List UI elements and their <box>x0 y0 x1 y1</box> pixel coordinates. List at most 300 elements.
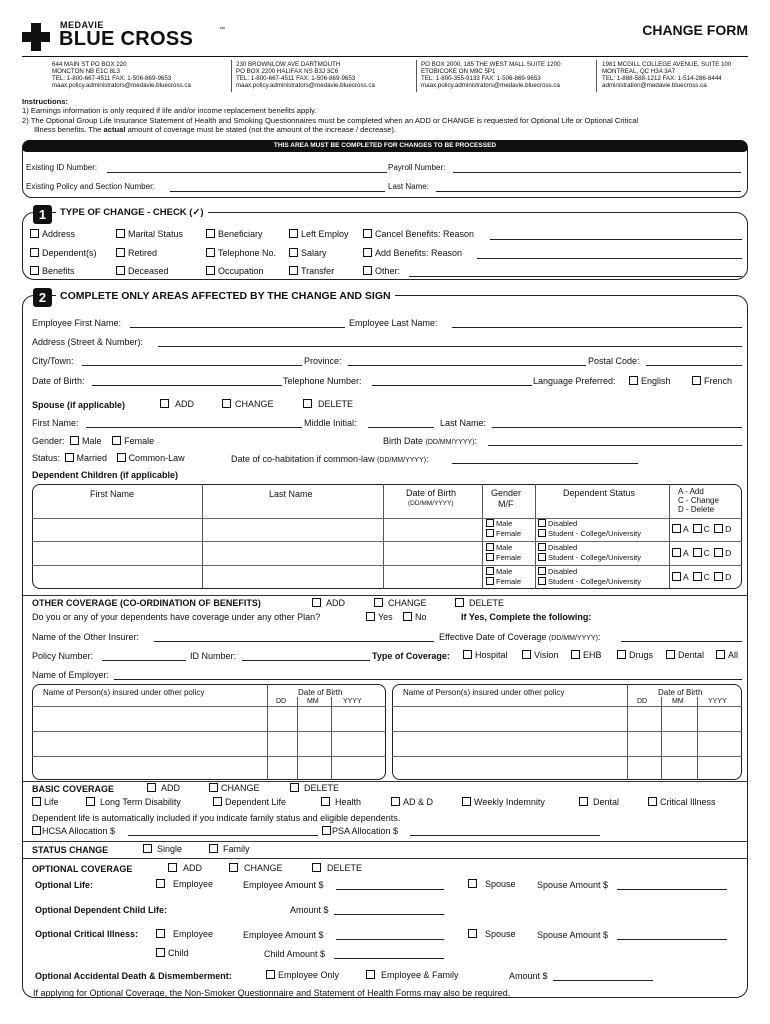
checkbox[interactable] <box>206 266 215 275</box>
basic-life[interactable] <box>32 797 59 807</box>
column-header: MM <box>307 698 319 705</box>
spouse-middle-label: Middle Initial: <box>304 418 357 428</box>
other-insurer-input[interactable] <box>154 641 434 642</box>
row-divider <box>392 731 742 732</box>
hcsa-allocation-input[interactable] <box>128 835 318 836</box>
checkbox[interactable] <box>538 519 546 527</box>
checkbox-telephone[interactable] <box>206 248 276 258</box>
checkbox[interactable] <box>617 650 626 659</box>
checkbox[interactable] <box>666 650 675 659</box>
checkbox[interactable] <box>692 376 701 385</box>
checkbox[interactable] <box>289 266 298 275</box>
checkbox[interactable] <box>363 248 372 257</box>
spouse-birth-date: Birth Date (DD/MM/YYYY): <box>383 436 478 446</box>
checkbox[interactable] <box>312 598 321 607</box>
cohabitation-date-input[interactable] <box>452 463 638 464</box>
header-rule <box>22 56 748 57</box>
spouse-last-input[interactable] <box>492 427 742 428</box>
cov-hospital[interactable] <box>463 650 508 660</box>
checkbox[interactable] <box>209 783 218 792</box>
label: (DD/MM/YYYY) <box>548 635 598 642</box>
checkbox[interactable] <box>538 567 546 575</box>
other-change[interactable] <box>374 598 427 608</box>
checkbox-a[interactable] <box>672 572 681 581</box>
checkbox[interactable] <box>206 229 215 238</box>
checkbox[interactable] <box>391 797 400 806</box>
employee-first-name-label: Employee First Name: <box>32 318 122 328</box>
checkbox[interactable] <box>116 266 125 275</box>
basic-add[interactable] <box>147 783 180 793</box>
cov-vision[interactable] <box>522 650 558 660</box>
optional-ci-child[interactable] <box>156 948 189 958</box>
label: CHANGE <box>244 863 283 873</box>
other-policy-label: Policy Number: <box>32 651 94 661</box>
checkbox-english[interactable] <box>629 376 671 386</box>
column-header: Date of Birth <box>658 688 703 697</box>
address-input[interactable] <box>158 346 742 347</box>
checkbox-deceased[interactable] <box>116 266 169 276</box>
checkbox-d[interactable] <box>714 572 723 581</box>
spouse-birth-date-input[interactable] <box>488 445 742 446</box>
status-single[interactable] <box>143 844 182 854</box>
label: Drugs <box>629 650 654 660</box>
add-reason-input[interactable] <box>477 258 742 259</box>
checkbox[interactable] <box>289 229 298 238</box>
checkbox[interactable] <box>321 797 330 806</box>
hcsa-allocation[interactable] <box>32 826 115 836</box>
checkbox-retired[interactable] <box>116 248 157 258</box>
spouse-amount-label: Spouse Amount $ <box>537 880 609 890</box>
column-header: Name of Person(s) insured under other policy <box>403 688 565 697</box>
checkbox[interactable] <box>522 650 531 659</box>
basic-delete[interactable] <box>290 783 339 793</box>
checkbox[interactable] <box>366 612 375 621</box>
optional-life-label: Optional Life: <box>35 880 93 890</box>
checkbox-female[interactable] <box>112 436 121 445</box>
cov-drugs[interactable] <box>617 650 653 660</box>
checkbox[interactable] <box>156 879 165 888</box>
label: Weekly Indemnity <box>474 797 545 807</box>
cov-ehb[interactable] <box>571 650 602 660</box>
checkbox[interactable] <box>455 598 464 607</box>
label: Male <box>496 543 513 552</box>
cov-dental[interactable] <box>666 650 704 660</box>
optional-life-spouse-amount[interactable] <box>617 889 727 890</box>
optional-life-employee-amount[interactable] <box>336 889 444 890</box>
label: Student - College/University <box>548 528 641 538</box>
employee-amount-label: Employee Amount $ <box>243 880 324 890</box>
label: Female <box>496 528 522 538</box>
checkbox-beneficiary[interactable] <box>206 229 263 239</box>
label: Common-Law <box>128 453 185 463</box>
label: AD & D <box>403 797 434 807</box>
if-yes-instruction: If Yes, Complete the following: <box>461 612 592 622</box>
province-label: Province: <box>304 356 342 366</box>
checkbox[interactable] <box>168 863 177 872</box>
column-header: Date of Birth <box>406 488 457 498</box>
status-family[interactable] <box>209 844 250 854</box>
label: Male <box>496 519 513 528</box>
row-divider <box>392 756 742 757</box>
payroll-input[interactable] <box>453 172 741 173</box>
effective-date-input[interactable] <box>621 641 742 642</box>
checkbox-male[interactable] <box>70 436 79 445</box>
optional-ci-spouse-amount[interactable] <box>617 939 727 940</box>
label: Vision <box>534 650 559 660</box>
label: Female <box>124 436 155 446</box>
checkbox-disabled[interactable] <box>538 543 641 553</box>
basic-critical-illness[interactable] <box>648 797 716 807</box>
label: DELETE <box>318 399 354 409</box>
row-divider <box>32 756 386 757</box>
label: Employee & Family <box>381 970 459 980</box>
status-change-heading: STATUS CHANGE <box>32 845 109 855</box>
psa-allocation-input[interactable] <box>410 835 600 836</box>
other-id-input[interactable] <box>242 660 370 661</box>
checkbox[interactable] <box>147 783 156 792</box>
label: Date of co-habitation if common-law <box>231 454 375 464</box>
checkbox[interactable] <box>538 543 546 551</box>
label: Dependent(s) <box>42 248 97 258</box>
basic-weekly-indemnity[interactable] <box>462 797 545 807</box>
checkbox-transfer[interactable] <box>289 266 334 276</box>
checkbox-add-benefits[interactable] <box>363 248 462 258</box>
text: Illness benefits. The <box>34 125 104 135</box>
checkbox[interactable] <box>213 797 222 806</box>
label: CHANGE <box>235 399 274 409</box>
checkbox[interactable] <box>486 543 494 551</box>
label: Beneficiary <box>218 229 263 239</box>
checkbox-d[interactable] <box>714 548 723 557</box>
spouse-gender <box>32 436 154 446</box>
label: Student - College/University <box>548 552 641 562</box>
checkbox[interactable] <box>579 797 588 806</box>
addr-line: 644 MAIN ST PO BOX 220 <box>52 61 127 68</box>
checkbox-left-employ[interactable] <box>289 229 349 239</box>
column-header-action <box>678 487 719 514</box>
checkbox[interactable] <box>32 826 41 835</box>
label: Long Term Disability <box>100 797 181 807</box>
checkbox[interactable] <box>290 783 299 792</box>
checkbox-c[interactable] <box>693 524 702 533</box>
label: Employee <box>173 879 214 889</box>
checkbox-a[interactable] <box>672 548 681 557</box>
label: Salary <box>301 248 327 258</box>
basic-dependent-life[interactable] <box>213 797 286 807</box>
spouse-add[interactable] <box>160 399 194 409</box>
checkbox[interactable] <box>468 929 477 938</box>
checkbox-a[interactable] <box>672 524 681 533</box>
psa-allocation[interactable] <box>322 826 398 836</box>
column-header: Last Name <box>269 489 313 499</box>
label: Employee Only <box>278 970 340 980</box>
optional-add-amount[interactable] <box>553 980 653 981</box>
dependents-heading: Dependent Children (if applicable) <box>32 470 179 480</box>
checkbox[interactable] <box>229 863 238 872</box>
optional-ci-child-amount[interactable] <box>334 958 444 959</box>
checkbox[interactable] <box>116 248 125 257</box>
addr-line: TEL: 1-888-588-1212 FAX: 1-514-286-8444 <box>602 75 722 82</box>
checkbox-disabled[interactable] <box>538 567 641 577</box>
row-divider <box>32 541 742 542</box>
checkbox[interactable] <box>486 577 494 585</box>
address-moncton <box>52 61 191 89</box>
optional-add-label: Optional Accidental Death & Dismemberment: <box>35 971 232 981</box>
divider <box>383 484 384 589</box>
label: Status: <box>32 453 61 463</box>
checkbox[interactable] <box>403 612 412 621</box>
checkbox-student[interactable] <box>538 529 641 539</box>
checkbox-dependents[interactable] <box>30 248 97 258</box>
checkbox[interactable] <box>322 826 331 835</box>
instruction-2-cont <box>22 125 752 134</box>
label: A <box>683 524 689 534</box>
other-coverage-question: Do you or any of your dependents have coverage under any other Plan? <box>32 612 321 622</box>
basic-change[interactable] <box>209 783 260 793</box>
checkbox-female[interactable] <box>486 577 521 587</box>
province-input[interactable] <box>348 365 586 366</box>
label: Family <box>223 844 250 854</box>
checkbox[interactable] <box>289 248 298 257</box>
section-divider <box>22 858 748 859</box>
label: Cancel Benefits: Reason <box>375 229 475 239</box>
checkbox[interactable] <box>156 948 165 957</box>
label: Effective Date of Coverage <box>439 632 547 642</box>
label: D <box>725 572 732 582</box>
checkbox-occupation[interactable] <box>206 266 264 276</box>
checkbox[interactable] <box>303 399 312 408</box>
city-label: City/Town: <box>32 356 74 366</box>
checkbox[interactable] <box>32 797 41 806</box>
optional-add-employee-only[interactable] <box>266 970 339 980</box>
checkbox-french[interactable] <box>692 376 732 386</box>
phone-input[interactable] <box>372 385 532 386</box>
checkbox[interactable] <box>30 248 39 257</box>
addr-line: maax.policy.administrators@medavie.bluecross.ca <box>236 82 375 89</box>
other-no[interactable] <box>403 612 427 622</box>
checkbox[interactable] <box>312 863 321 872</box>
checkbox-male[interactable] <box>486 519 521 529</box>
checkbox[interactable] <box>468 879 477 888</box>
checkbox-married[interactable] <box>65 453 74 462</box>
spouse-delete[interactable] <box>303 399 353 409</box>
checkbox-female[interactable] <box>486 553 521 563</box>
checkbox[interactable] <box>463 650 472 659</box>
other-insured-table-right <box>392 684 742 780</box>
employer-input[interactable] <box>114 679 742 680</box>
employee-last-name-input[interactable] <box>452 327 742 328</box>
checkbox-d[interactable] <box>714 524 723 533</box>
text: actual <box>103 125 126 135</box>
label: Spouse <box>485 879 516 889</box>
checkbox[interactable] <box>209 844 218 853</box>
basic-ltd[interactable] <box>86 797 181 807</box>
checkbox[interactable] <box>462 797 471 806</box>
optional-ci-label: Optional Critical Illness: <box>35 929 139 939</box>
checkbox[interactable] <box>571 650 580 659</box>
checkbox-common-law[interactable] <box>117 453 126 462</box>
label: Male <box>82 436 102 446</box>
processing-last-name-input[interactable] <box>436 191 741 192</box>
checkbox[interactable] <box>716 650 725 659</box>
address-label: Address (Street & Number): <box>32 337 144 347</box>
checkbox-female[interactable] <box>486 529 521 539</box>
divider <box>416 60 417 92</box>
existing-id-label: Existing ID Number: <box>26 163 98 172</box>
divider <box>482 484 483 589</box>
checkbox[interactable] <box>486 529 494 537</box>
payroll-label: Payroll Number: <box>388 163 446 172</box>
spouse-first-input[interactable] <box>86 427 302 428</box>
checkbox-student[interactable] <box>538 577 641 587</box>
dependent-life-note: Dependent life is automatically included if you indicate family status and eligible dependents. <box>32 813 401 823</box>
postal-code-input[interactable] <box>646 365 742 366</box>
checkbox[interactable] <box>206 248 215 257</box>
spouse-amount-label: Spouse Amount $ <box>537 930 609 940</box>
employee-first-name-input[interactable] <box>130 327 345 328</box>
label: Address <box>42 229 76 239</box>
checkbox[interactable] <box>486 553 494 561</box>
label: Married <box>76 453 108 463</box>
label: Transfer <box>301 266 335 276</box>
label: Critical Illness <box>660 797 716 807</box>
gender-options <box>486 519 521 538</box>
label: (DD/MM/YYYY) <box>377 457 427 464</box>
other-insurer-label: Name of the Other Insurer: <box>32 632 140 642</box>
divider <box>661 697 662 780</box>
checkbox-benefits[interactable] <box>30 266 75 276</box>
checkbox[interactable] <box>538 577 546 585</box>
other-yes[interactable] <box>366 612 393 622</box>
addr-line: TEL: 1-800-667-4511 FAX: 1-506-869-9653 <box>52 75 172 82</box>
employee-amount-label: Employee Amount $ <box>243 930 324 940</box>
label: C <box>703 572 710 582</box>
logo-brand: BLUE CROSS <box>59 28 194 50</box>
optional-ci-spouse[interactable] <box>468 929 516 939</box>
label: Hospital <box>475 650 508 660</box>
checkbox[interactable] <box>116 229 125 238</box>
checkbox[interactable] <box>160 399 169 408</box>
checkbox[interactable] <box>363 266 372 275</box>
label: Female <box>496 576 522 586</box>
existing-policy-input[interactable] <box>170 191 385 192</box>
label: ADD <box>161 783 181 793</box>
optional-delete[interactable] <box>312 863 362 873</box>
checkbox-other[interactable] <box>363 266 400 276</box>
effective-date-label: Effective Date of Coverage (DD/MM/YYYY): <box>439 632 601 642</box>
checkbox-address[interactable] <box>30 229 75 239</box>
optional-add[interactable] <box>168 863 202 873</box>
column-header: Gender <box>491 488 522 498</box>
checkbox[interactable] <box>486 567 494 575</box>
label: DELETE <box>304 783 340 793</box>
checkbox[interactable] <box>156 929 165 938</box>
checkbox[interactable] <box>538 529 546 537</box>
logo-company: MEDAVIE <box>60 20 104 30</box>
optional-ci-employee[interactable] <box>156 929 213 939</box>
existing-id-input[interactable] <box>107 172 387 173</box>
optional-change[interactable] <box>229 863 283 873</box>
spouse-last-label: Last Name: <box>440 418 487 428</box>
existing-policy-label: Existing Policy and Section Number: <box>26 182 155 191</box>
checkbox-c[interactable] <box>693 572 702 581</box>
label: Add Benefits: Reason <box>375 248 463 258</box>
divider <box>627 684 628 780</box>
column-header: YYYY <box>343 698 362 705</box>
checkbox[interactable] <box>363 229 372 238</box>
checkbox[interactable] <box>30 266 39 275</box>
addr-line: MONTREAL, QC H3A 3A7 <box>602 68 676 75</box>
label: PSA Allocation $ <box>332 826 399 836</box>
checkbox[interactable] <box>648 797 657 806</box>
optional-life-employee[interactable] <box>156 879 213 889</box>
label: D <box>725 524 732 534</box>
label: Benefits <box>42 266 75 276</box>
instructions <box>22 97 752 135</box>
checkbox[interactable] <box>222 399 231 408</box>
optional-ci-employee-amount[interactable] <box>336 939 444 940</box>
optional-dep-child-amount[interactable] <box>334 914 444 915</box>
label: CHANGE <box>221 783 260 793</box>
checkbox[interactable] <box>374 598 383 607</box>
checkbox-c[interactable] <box>693 548 702 557</box>
postal-code-label: Postal Code: <box>588 356 640 366</box>
basic-health[interactable] <box>321 797 361 807</box>
city-input[interactable] <box>82 365 302 366</box>
checkbox-student[interactable] <box>538 553 641 563</box>
optional-life-spouse[interactable] <box>468 879 516 889</box>
spouse-middle-input[interactable] <box>368 427 434 428</box>
checkbox[interactable] <box>486 519 494 527</box>
checkbox[interactable] <box>86 797 95 806</box>
other-add[interactable] <box>312 598 345 608</box>
dependent-status-options <box>538 543 641 562</box>
checkbox-male[interactable] <box>486 543 521 553</box>
cov-all[interactable] <box>716 650 738 660</box>
checkbox[interactable] <box>366 970 375 979</box>
checkbox-marital-status[interactable] <box>116 229 183 239</box>
addr-line: ETOBICOKE ON M9C 5P1 <box>421 68 496 75</box>
basic-dental[interactable] <box>579 797 619 807</box>
checkbox[interactable] <box>143 844 152 853</box>
child-amount-label: Child Amount $ <box>264 949 326 959</box>
checkbox[interactable] <box>30 229 39 238</box>
other-reason-input[interactable] <box>409 276 742 277</box>
addr-line: MONCTON NB E1C 8L3 <box>52 68 120 75</box>
other-policy-input[interactable] <box>102 660 186 661</box>
divider <box>202 484 203 589</box>
checkbox[interactable] <box>538 553 546 561</box>
checkbox[interactable] <box>629 376 638 385</box>
other-delete[interactable] <box>455 598 504 608</box>
optional-add-employee-family[interactable] <box>366 970 459 980</box>
other-coverage-heading: OTHER COVERAGE (CO-ORDINATION OF BENEFITS) <box>32 598 261 608</box>
checkbox[interactable] <box>266 970 275 979</box>
addr-line: PO BOX 2200 HALIFAX NS B3J 3C6 <box>236 68 339 75</box>
logo-tm: ™ <box>219 27 225 33</box>
checkbox-male[interactable] <box>486 567 521 577</box>
column-header: DD <box>276 698 287 705</box>
checkbox-salary[interactable] <box>289 248 327 258</box>
instruction-2: 2) The Optional Group Life Insurance Statement of Health and Smoking Questionnaires must be completed when an ADD or CHANGE is requested for Optional Life or Optional Critical <box>22 115 639 125</box>
cancel-reason-input[interactable] <box>490 239 742 240</box>
label: C <box>703 548 710 558</box>
checkbox-disabled[interactable] <box>538 519 641 529</box>
basic-add-d[interactable] <box>391 797 433 807</box>
spouse-change[interactable] <box>222 399 274 409</box>
checkbox-cancel-benefits[interactable] <box>363 229 474 239</box>
dob-input[interactable] <box>92 385 282 386</box>
